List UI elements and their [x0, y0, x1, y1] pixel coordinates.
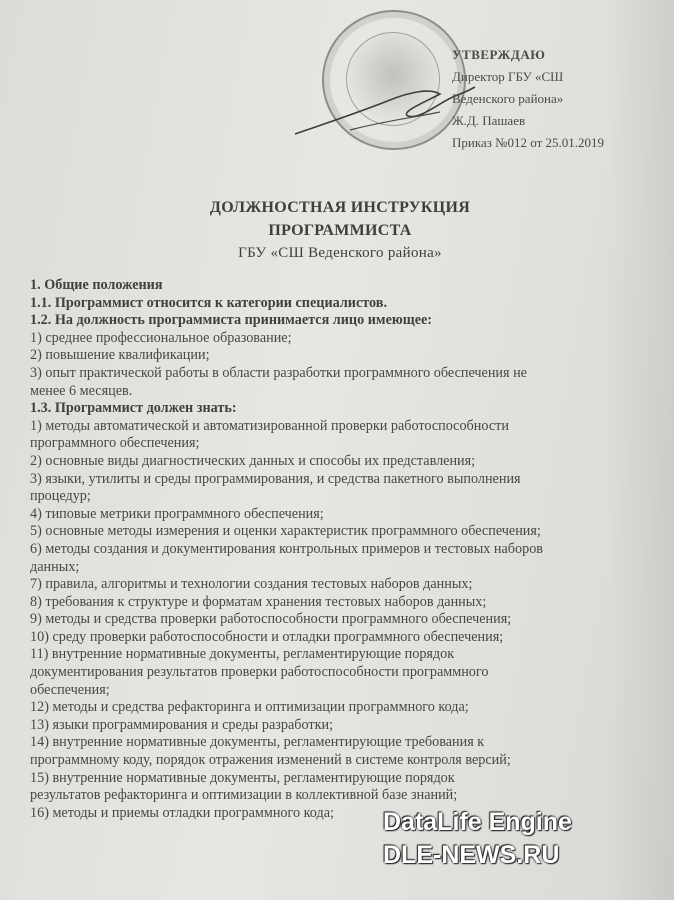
- watermark-line-2: DLE-NEWS.RU: [383, 841, 560, 869]
- approve-line-order: Приказ №012 от 25.01.2019: [452, 135, 605, 150]
- text-line: 8) требования к структуре и форматам хранения тестовых наборов данных;: [30, 593, 487, 610]
- text-line: 1.1. Программист относится к категории специалистов.: [30, 294, 388, 311]
- text-line: 15) внутренние нормативные документы, регламентирующие порядок: [30, 769, 455, 786]
- text-line: 2) повышение квалификации;: [30, 347, 210, 364]
- approve-heading: УТВЕРЖДАЮ: [452, 47, 546, 62]
- text-line: 1) среднее профессиональное образование;: [30, 329, 292, 346]
- title-line-1: ДОЛЖНОСТНАЯ ИНСТРУКЦИЯ: [209, 199, 471, 216]
- instruction-body: [30, 277, 635, 822]
- text-line: 5) основные методы измерения и оценки характеристик программного обеспечения;: [30, 523, 541, 540]
- text-line: 2) основные виды диагностических данных и способы их представления;: [30, 452, 476, 469]
- text-line: менее 6 месяцев.: [30, 382, 133, 399]
- site-watermark: [383, 806, 663, 872]
- approve-line-name: Ж.Д. Пашаев: [452, 113, 526, 128]
- text-line: 1. Общие положения: [30, 277, 163, 293]
- watermark-line-1: DataLife Engine: [383, 808, 572, 836]
- text-line: 1) методы автоматической и автоматизированной проверки работоспособности: [30, 417, 509, 434]
- text-line: данных;: [30, 558, 80, 575]
- text-line: процедур;: [30, 488, 91, 505]
- text-line: 4) типовые метрики программного обеспечения;: [30, 505, 324, 522]
- text-line: 3) языки, утилиты и среды программирования, и средства пакетного выполнения: [30, 470, 521, 487]
- text-line: обеспечения;: [30, 681, 110, 698]
- text-line: 3) опыт практической работы в области разработки программного обеспечения не: [30, 364, 527, 381]
- approve-line-organization: Веденского района»: [452, 91, 564, 106]
- approve-line-position: Директор ГБУ «СШ: [452, 69, 564, 84]
- text-line: 14) внутренние нормативные документы, регламентирующие требования к: [30, 734, 485, 751]
- text-line: программному коду, порядок отражения изменений в системе контроля версий;: [30, 752, 511, 769]
- document-title: [150, 196, 530, 265]
- title-line-organization: ГБУ «СШ Веденского района»: [238, 245, 442, 261]
- text-line: программного обеспечения;: [30, 435, 200, 452]
- text-line: 16) методы и приемы отладки программного кода;: [30, 804, 334, 821]
- text-line: 6) методы создания и документирования контрольных примеров и тестовых наборов: [30, 540, 543, 557]
- text-line: 1.3. Программист должен знать:: [30, 400, 237, 417]
- text-line: 7) правила, алгоритмы и технологии создания тестовых наборов данных;: [30, 576, 473, 593]
- title-line-2: ПРОГРАММИСТА: [268, 222, 412, 239]
- text-line: 13) языки программирования и среды разработки;: [30, 716, 334, 733]
- text-line: 9) методы и средства проверки работоспособности программного обеспечения;: [30, 611, 512, 628]
- text-line: 11) внутренние нормативные документы, регламентирующие порядок: [30, 646, 455, 663]
- text-line: документирования результатов проверки работоспособности программного: [30, 664, 489, 681]
- text-line: 10) среду проверки работоспособности и отладки программного обеспечения;: [30, 628, 504, 645]
- text-line: 1.2. На должность программиста принимается лицо имеющее:: [30, 312, 433, 329]
- text-line: результатов рефакторинга и оптимизации в коллективной базе знаний;: [30, 787, 458, 804]
- text-line: 12) методы и средства рефакторинга и оптимизации программного кода;: [30, 699, 469, 716]
- approval-block: [452, 44, 622, 154]
